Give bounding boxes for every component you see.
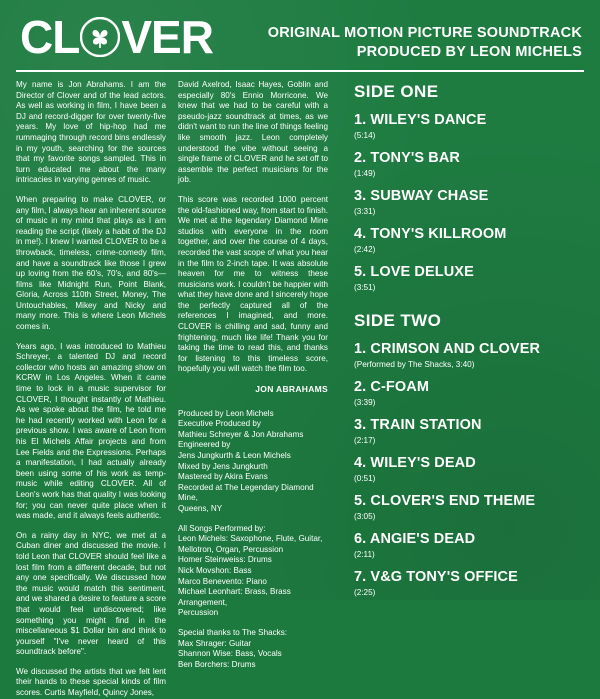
- track-duration: (1:49): [354, 169, 376, 178]
- liner-notes-column-two: [178, 80, 328, 669]
- credit-line: Jens Jungkurth & Leon Michels: [178, 451, 291, 460]
- credit-line: Max Shrager: Guitar: [178, 638, 252, 648]
- credit-line: Leon Michels: Saxophone, Flute, Guitar,: [178, 534, 323, 544]
- credit-line: Mastered by Akira Evans: [178, 472, 268, 482]
- track-title: 2. C-FOAM: [354, 379, 430, 395]
- liner-paragraph: Years ago, I was introduced to Mathieu Schreyer, a talented DJ and record collector who hosts an amazing show on KCRW in Los Angeles. When it came time to lock in a music supervisor for CLOVER, I thought instantly of Mathieu. As we spoke about the film, he told me he had recently worked with Leon for a previous show. I was aware of Leon from his El Michels Affair projects and from Lee Fields and the Expressions. Perhaps a manifestation, I had actually already been using some of his work as temp-music while editing CLOVER. All of Leon's work has that quality I was looking for; you can never quite place when it was made, and it always feels authentic.: [16, 341, 166, 521]
- credit-line: Mixed by Jens Jungkurth: [178, 461, 268, 471]
- track-title: 5. LOVE DELUXE: [354, 264, 474, 280]
- sleeve-body: [16, 80, 584, 698]
- credit-line: Produced by Leon Michels: [178, 408, 274, 418]
- liner-paragraph: My name is Jon Abrahams. I am the Director of Clover and of the lead actors. As well as working in film, I have been a DJ and record-digger for over twenty-five years. My love of hip-hop had me rummaging through record bins endlessly in my youth, searching for the sources that my favorite songs sampled. This in turn educated me about the many intricacies in varying genres of music.: [16, 80, 166, 185]
- track-duration: (3:39): [354, 398, 376, 407]
- track-title: 1. CRIMSON AND CLOVER: [354, 341, 541, 357]
- track-item: [354, 112, 584, 141]
- track-duration: (0:51): [354, 474, 376, 483]
- track-item: [354, 264, 584, 293]
- track-duration: (3:05): [354, 512, 376, 521]
- credit-line: Engineered by: [178, 440, 231, 450]
- track-title: 5. CLOVER'S END THEME: [354, 493, 536, 509]
- track-title: 2. TONY'S BAR: [354, 150, 461, 166]
- credit-line: Queens, NY: [178, 503, 223, 513]
- credit-line-soundtrack: ORIGINAL MOTION PICTURE SOUNDTRACK: [267, 25, 582, 41]
- credit-line: Special thanks to The Shacks:: [178, 627, 288, 637]
- track-item: [354, 417, 584, 446]
- track-title: 3. SUBWAY CHASE: [354, 188, 489, 204]
- track-title: 1. WILEY'S DANCE: [354, 112, 487, 128]
- track-item: [354, 226, 584, 255]
- credit-line: Marco Benevento: Piano: [178, 576, 267, 586]
- credit-line: Homer Steinweiss: Drums: [178, 555, 272, 565]
- credit-line: Recorded at The Legendary Diamond Mine,: [178, 482, 314, 503]
- track-title: 4. WILEY'S DEAD: [354, 455, 476, 471]
- credit-line: Shannon Wise: Bass, Vocals: [178, 649, 282, 659]
- side-two-heading: SIDE TWO: [354, 311, 442, 330]
- track-item: [354, 569, 584, 598]
- liner-paragraph: This score was recorded 1000 percent the old-fashioned way, from start to finish. We met at the legendary Diamond Mine studios with everyone in the room together, and over the course of 4 days, recorded the vast scope of what you hear in the film to 2-inch tape. It was absolute heaven for me to witness these musicians work. I couldn't be happier with what they have done and I sincerely hope the perfectly captured all of the references I imagined, and more. CLOVER is chilling and sad, funny and frightening, much like life! Thank you for taking the time to read this, and thanks for listening to this timeless score, hopefully you will watch the film too.: [178, 194, 328, 374]
- track-item: [354, 341, 584, 370]
- track-duration: (2:25): [354, 588, 376, 597]
- credits-block-production: [178, 409, 328, 515]
- track-item: [354, 531, 584, 560]
- track-item: [354, 188, 584, 217]
- track-duration: (2:42): [354, 245, 376, 254]
- tracklist: [340, 80, 584, 597]
- album-credits: [268, 14, 582, 62]
- track-item: [354, 455, 584, 484]
- liner-notes-column-one: [16, 80, 166, 698]
- liner-paragraph: We discussed the artists that we felt lent their hands to these special kinds of film scores. Curtis Mayfield, Quincy Jones,: [16, 666, 166, 698]
- track-title: 3. TRAIN STATION: [354, 417, 482, 433]
- credits-block-special-thanks: [178, 628, 328, 670]
- album-title-part-left: CL: [20, 11, 80, 63]
- credit-line: Michael Leonhart: Brass, Brass Arrangement,: [178, 587, 291, 607]
- header: [16, 11, 584, 68]
- album-title-block: [20, 11, 213, 63]
- credit-line: Executive Produced by: [178, 419, 261, 429]
- side-one-heading: SIDE ONE: [354, 82, 439, 101]
- track-title: 4. TONY'S KILLROOM: [354, 226, 507, 242]
- liner-paragraph: David Axelrod, Isaac Hayes, Goblin and especially 80's Ennio Morricone. We knew that we had to be careful with a pseudo-jazz soundtrack at times, as we didn't want to run the line of things feeling like smooth jazz. Leon completely understood the vibe without seeing a single frame of CLOVER and he set off to assemble the perfect musicians for the job.: [178, 80, 328, 185]
- album-title: [20, 11, 213, 63]
- production-credits: [178, 409, 328, 671]
- liner-signature: JON ABRAHAMS: [255, 384, 328, 395]
- credit-line: Mellotron, Organ, Percussion: [178, 544, 284, 554]
- liner-paragraph: When preparing to make CLOVER, or any film, I always hear an inherent source of music in my mind that plays as I am reading the script (likely a habit of the DJ in me!). I knew I wanted CLOVER to be a throwback, timeless, crime-comedy film, and have a soundtrack like those I grew up loving from the 60's, 70's, and 80's—films like Midnight Run, Point Blank, Gloria, Across 110th Street, Money, The Untouchables, Mikey and Nicky and many more. This is where Leon Michels comes in.: [16, 194, 166, 332]
- credit-line: Percussion: [178, 608, 219, 618]
- track-item: [354, 379, 584, 408]
- track-duration: (5:14): [354, 131, 376, 140]
- track-duration: (2:17): [354, 436, 376, 445]
- track-duration: (2:11): [354, 550, 375, 559]
- track-item: [354, 150, 584, 179]
- credits-block-performers: [178, 524, 328, 619]
- header-divider: [16, 70, 584, 72]
- credit-line: Mathieu Schreyer & Jon Abrahams: [178, 429, 304, 439]
- album-title-part-right: VER: [121, 11, 213, 63]
- track-duration: (3:51): [354, 283, 376, 292]
- clover-icon: [80, 17, 120, 57]
- track-title: 6. ANGIE'S DEAD: [354, 531, 476, 547]
- track-duration: (3:31): [354, 207, 376, 216]
- credit-line: Nick Movshon: Bass: [178, 565, 252, 575]
- credit-line: All Songs Performed by:: [178, 523, 266, 533]
- track-item: [354, 493, 584, 522]
- track-title: 7. V&G TONY'S OFFICE: [354, 569, 518, 585]
- liner-paragraph: On a rainy day in NYC, we met at a Cuban diner and discussed the movie. I told Leon that CLOVER should feel like a lost film from a different decade, but not any one specifically. We discussed how the music would match this sentiment, and we shared a desire to feature a score that would feel undiscovered; like something you might find in the miscellaneous $1 Dollar bin and think to yourself "I've never heard of this soundtrack before".: [16, 530, 166, 657]
- track-duration: (Performed by The Shacks, 3:40): [354, 360, 475, 369]
- credit-line-producer: PRODUCED BY LEON MICHELS: [356, 44, 582, 60]
- credit-line: Ben Borchers: Drums: [178, 659, 256, 669]
